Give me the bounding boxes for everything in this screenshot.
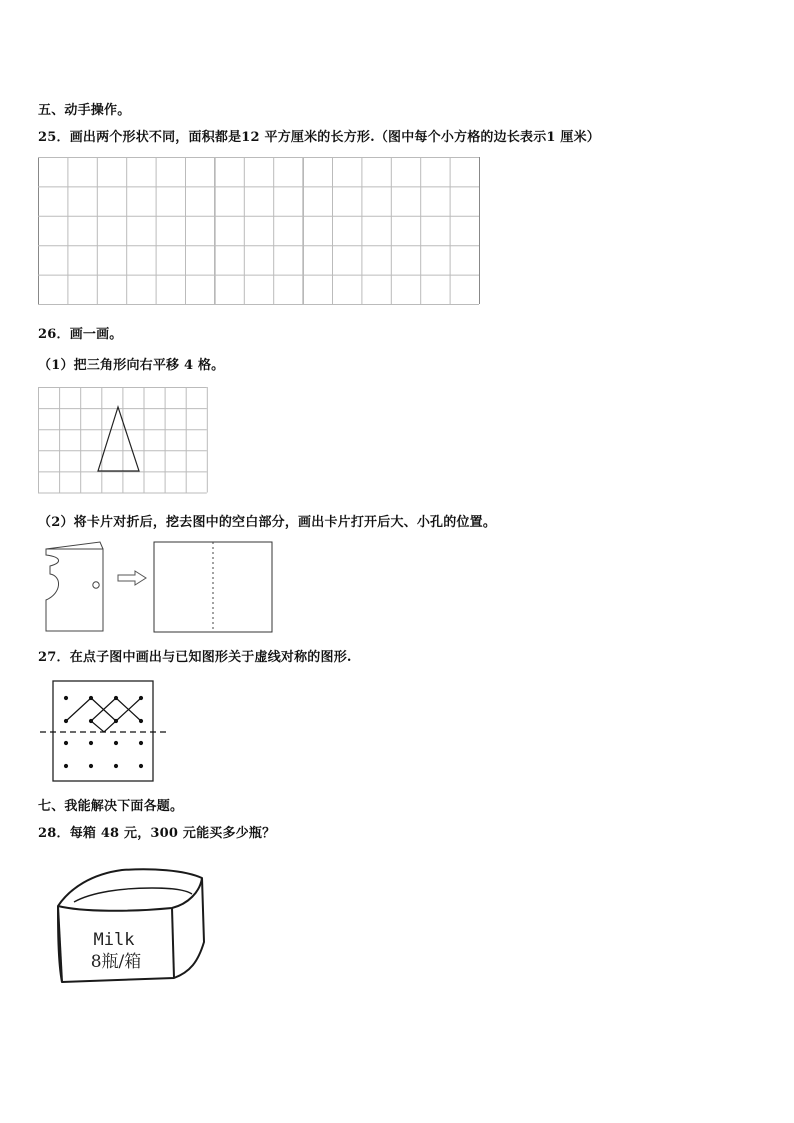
triangle-shape (98, 407, 139, 471)
box-label-bottles-per-box: 8瓶/箱 (90, 952, 142, 972)
given-figure (66, 698, 141, 732)
question-26-text: 26．画一画。 (38, 327, 123, 342)
question-25-text: 25．画出两个形状不同，面积都是12 平方厘米的长方形.（图中每个小方格的边长表示1 厘米） (38, 130, 601, 145)
grid-lines (38, 157, 480, 305)
dot-grid-figure[interactable] (38, 679, 168, 781)
section-heading-7: 七、我能解决下面各题。 (38, 799, 184, 814)
question-26-part2-text: （2）将卡片对折后，挖去图中的空白部分，画出卡片打开后大、小孔的位置。 (38, 515, 497, 530)
question-27-text: 27．在点子图中画出与已知图形关于虚线对称的图形. (38, 650, 352, 665)
milk-box-illustration (52, 866, 212, 986)
folded-card-figure (40, 538, 280, 634)
small-hole-icon (93, 582, 99, 588)
q25-square-grid[interactable] (38, 157, 479, 304)
folded-card (46, 542, 103, 631)
question-26-part1-text: （1）把三角形向右平移 4 格。 (38, 358, 225, 373)
q26-translation-grid[interactable] (38, 387, 207, 493)
box-label-milk: Milk (93, 930, 135, 950)
right-arrow-icon (118, 571, 146, 585)
question-28-text: 28．每箱 48 元，300 元能买多少瓶？ (38, 826, 276, 841)
grid-lines (38, 387, 207, 493)
section-heading-5: 五、动手操作。 (38, 103, 131, 118)
